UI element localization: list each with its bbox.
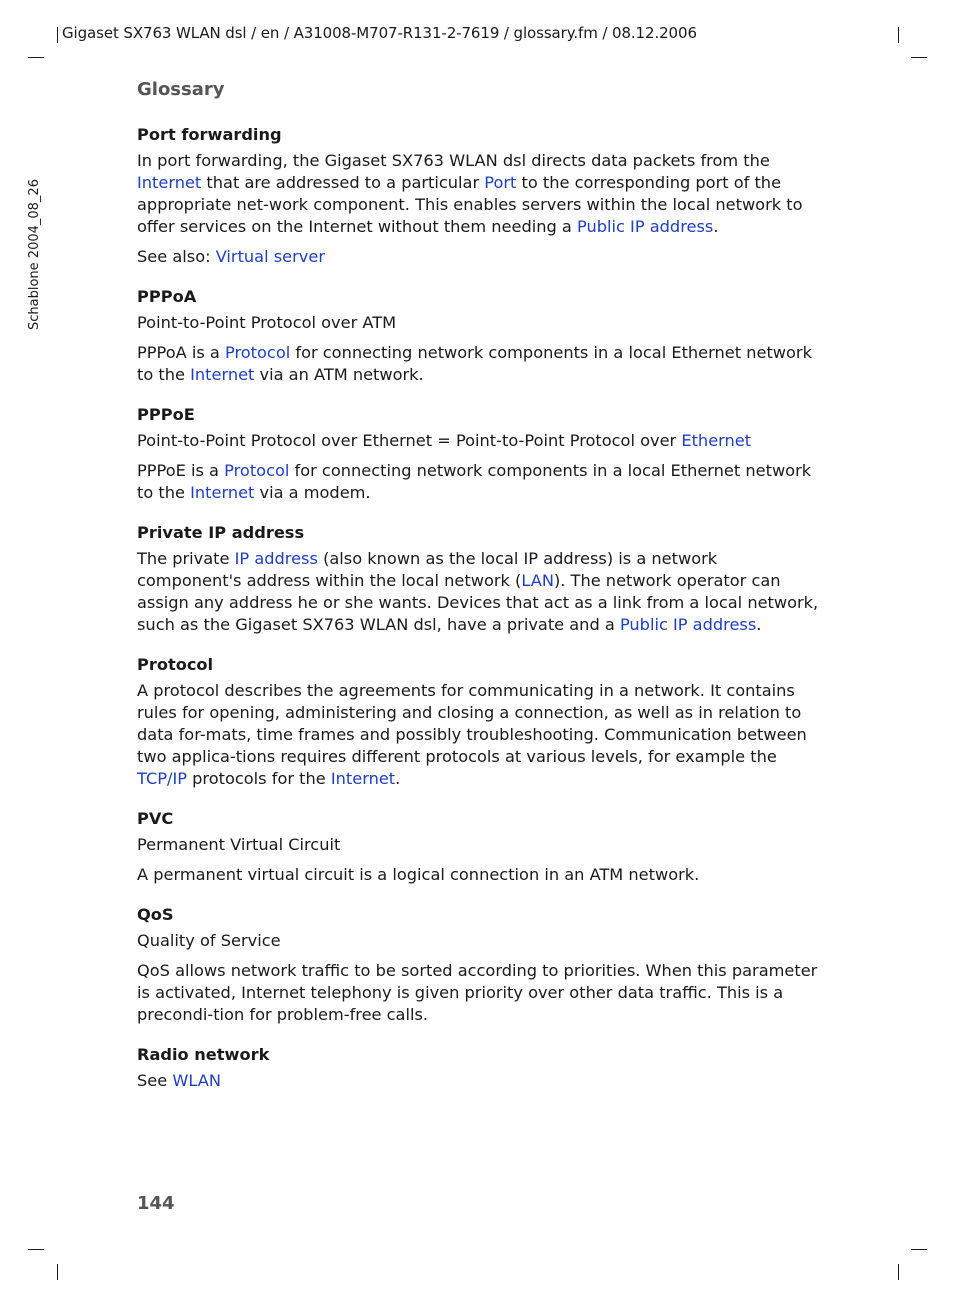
glossary-term: Protocol bbox=[137, 655, 214, 674]
text-run: to the corresponding port of the appropriate net-work component. This enables servers within the local network to offer services on the Internet without them needing a bbox=[137, 173, 803, 236]
glossary-term: PPPoA bbox=[137, 287, 197, 306]
glossary-entry bbox=[137, 654, 825, 790]
definition-paragraph bbox=[137, 548, 825, 636]
glossary-term: QoS bbox=[137, 905, 174, 924]
definition-paragraph bbox=[137, 460, 825, 504]
cross-reference-link[interactable]: Virtual server bbox=[215, 247, 325, 266]
text-run: for connecting network components in a local Ethernet network to the bbox=[137, 461, 812, 502]
glossary-entry bbox=[137, 522, 825, 636]
definition-paragraph bbox=[137, 342, 825, 386]
cross-reference-link[interactable]: Port bbox=[484, 173, 517, 192]
text-run: (also known as the local IP address) is a network component's address within the local network ( bbox=[137, 549, 718, 590]
text-run: Point-to-Point Protocol over Ethernet = Point-to-Point Protocol over bbox=[137, 431, 682, 450]
cross-reference-link[interactable]: Protocol bbox=[224, 343, 291, 362]
glossary-entry bbox=[137, 808, 825, 886]
definition-paragraph bbox=[137, 930, 825, 952]
text-run: for connecting network components in a local Ethernet network to the bbox=[137, 343, 812, 384]
cross-reference-link[interactable]: Ethernet bbox=[681, 431, 752, 450]
crop-mark bbox=[911, 1249, 927, 1250]
crop-mark bbox=[57, 27, 58, 43]
text-run: PPPoE is a bbox=[137, 461, 225, 480]
text-run: A protocol describes the agreements for communicating in a network. It contains rules for opening, administering and closing a connection, as well as in relation to data for-mats, time frames and possibly troubleshooting. Communication between two applica-tions requires different protocols at various levels, for example the bbox=[137, 681, 807, 766]
text-run: protocols for the bbox=[187, 769, 331, 788]
text-run: . bbox=[756, 615, 762, 634]
glossary-entry bbox=[137, 904, 825, 1026]
glossary-term: Private IP address bbox=[137, 523, 305, 542]
crop-mark bbox=[898, 27, 899, 43]
text-run: In port forwarding, the Gigaset SX763 WLAN dsl directs data packets from the bbox=[137, 151, 770, 170]
text-run: QoS allows network traffic to be sorted according to priorities. When this parameter is activated, Internet telephony is given priority over other data traffic. This is a precondi-tion for problem-free calls. bbox=[137, 961, 818, 1024]
text-run: Quality of Service bbox=[137, 931, 281, 950]
glossary-entry bbox=[137, 124, 825, 268]
text-run: See also: bbox=[137, 247, 216, 266]
text-run: . bbox=[713, 217, 719, 236]
glossary-entry bbox=[137, 286, 825, 386]
text-run: A permanent virtual circuit is a logical connection in an ATM network. bbox=[137, 865, 700, 884]
text-run: Permanent Virtual Circuit bbox=[137, 835, 341, 854]
glossary-entry bbox=[137, 404, 825, 504]
cross-reference-link[interactable]: WLAN bbox=[172, 1071, 221, 1090]
text-run: See bbox=[137, 1071, 173, 1090]
definition-paragraph bbox=[137, 246, 825, 268]
definition-paragraph bbox=[137, 312, 825, 334]
definition-paragraph bbox=[137, 864, 825, 886]
section-title: Glossary bbox=[137, 79, 225, 100]
definition-paragraph bbox=[137, 430, 825, 452]
cross-reference-link[interactable]: Public IP address bbox=[619, 615, 757, 634]
definition-paragraph bbox=[137, 680, 825, 790]
cross-reference-link[interactable]: TCP/IP bbox=[137, 769, 187, 788]
glossary-term: PVC bbox=[137, 809, 174, 828]
crop-mark bbox=[57, 1264, 58, 1280]
crop-mark bbox=[898, 1264, 899, 1280]
crop-mark bbox=[28, 1249, 44, 1250]
template-label: Schablone 2004_08_26 bbox=[27, 179, 42, 330]
crop-mark bbox=[28, 57, 44, 58]
running-header: Gigaset SX763 WLAN dsl / en / A31008-M707-R131-2-7619 / glossary.fm / 08.12.2006 bbox=[62, 24, 697, 42]
cross-reference-link[interactable]: Internet bbox=[330, 769, 396, 788]
definition-paragraph bbox=[137, 1070, 825, 1092]
cross-reference-link[interactable]: Internet bbox=[190, 483, 255, 502]
crop-mark bbox=[911, 57, 927, 58]
glossary-content bbox=[137, 124, 825, 1110]
cross-reference-link[interactable]: Public IP address bbox=[577, 217, 714, 236]
text-run: . bbox=[395, 769, 401, 788]
text-run: via a modem. bbox=[254, 483, 371, 502]
cross-reference-link[interactable]: Internet bbox=[137, 173, 202, 192]
glossary-term: Radio network bbox=[137, 1045, 270, 1064]
cross-reference-link[interactable]: LAN bbox=[521, 571, 554, 590]
page-number: 144 bbox=[137, 1193, 175, 1214]
text-run: Point-to-Point Protocol over ATM bbox=[137, 313, 397, 332]
cross-reference-link[interactable]: Internet bbox=[190, 365, 255, 384]
text-run: that are addressed to a particular bbox=[201, 173, 485, 192]
glossary-entry bbox=[137, 1044, 825, 1092]
text-run: ). The network operator can assign any address he or she wants. Devices that act as a link from a local network, such as the Gigaset SX763 WLAN dsl, have a private and a bbox=[137, 571, 819, 634]
definition-paragraph bbox=[137, 960, 825, 1026]
text-run: PPPoA is a bbox=[137, 343, 225, 362]
definition-paragraph bbox=[137, 834, 825, 856]
cross-reference-link[interactable]: IP address bbox=[234, 549, 318, 568]
cross-reference-link[interactable]: Protocol bbox=[224, 461, 290, 480]
text-run: via an ATM network. bbox=[254, 365, 424, 384]
glossary-term: PPPoE bbox=[137, 405, 195, 424]
definition-paragraph bbox=[137, 150, 825, 238]
glossary-term: Port forwarding bbox=[137, 125, 282, 144]
text-run: The private bbox=[137, 549, 235, 568]
